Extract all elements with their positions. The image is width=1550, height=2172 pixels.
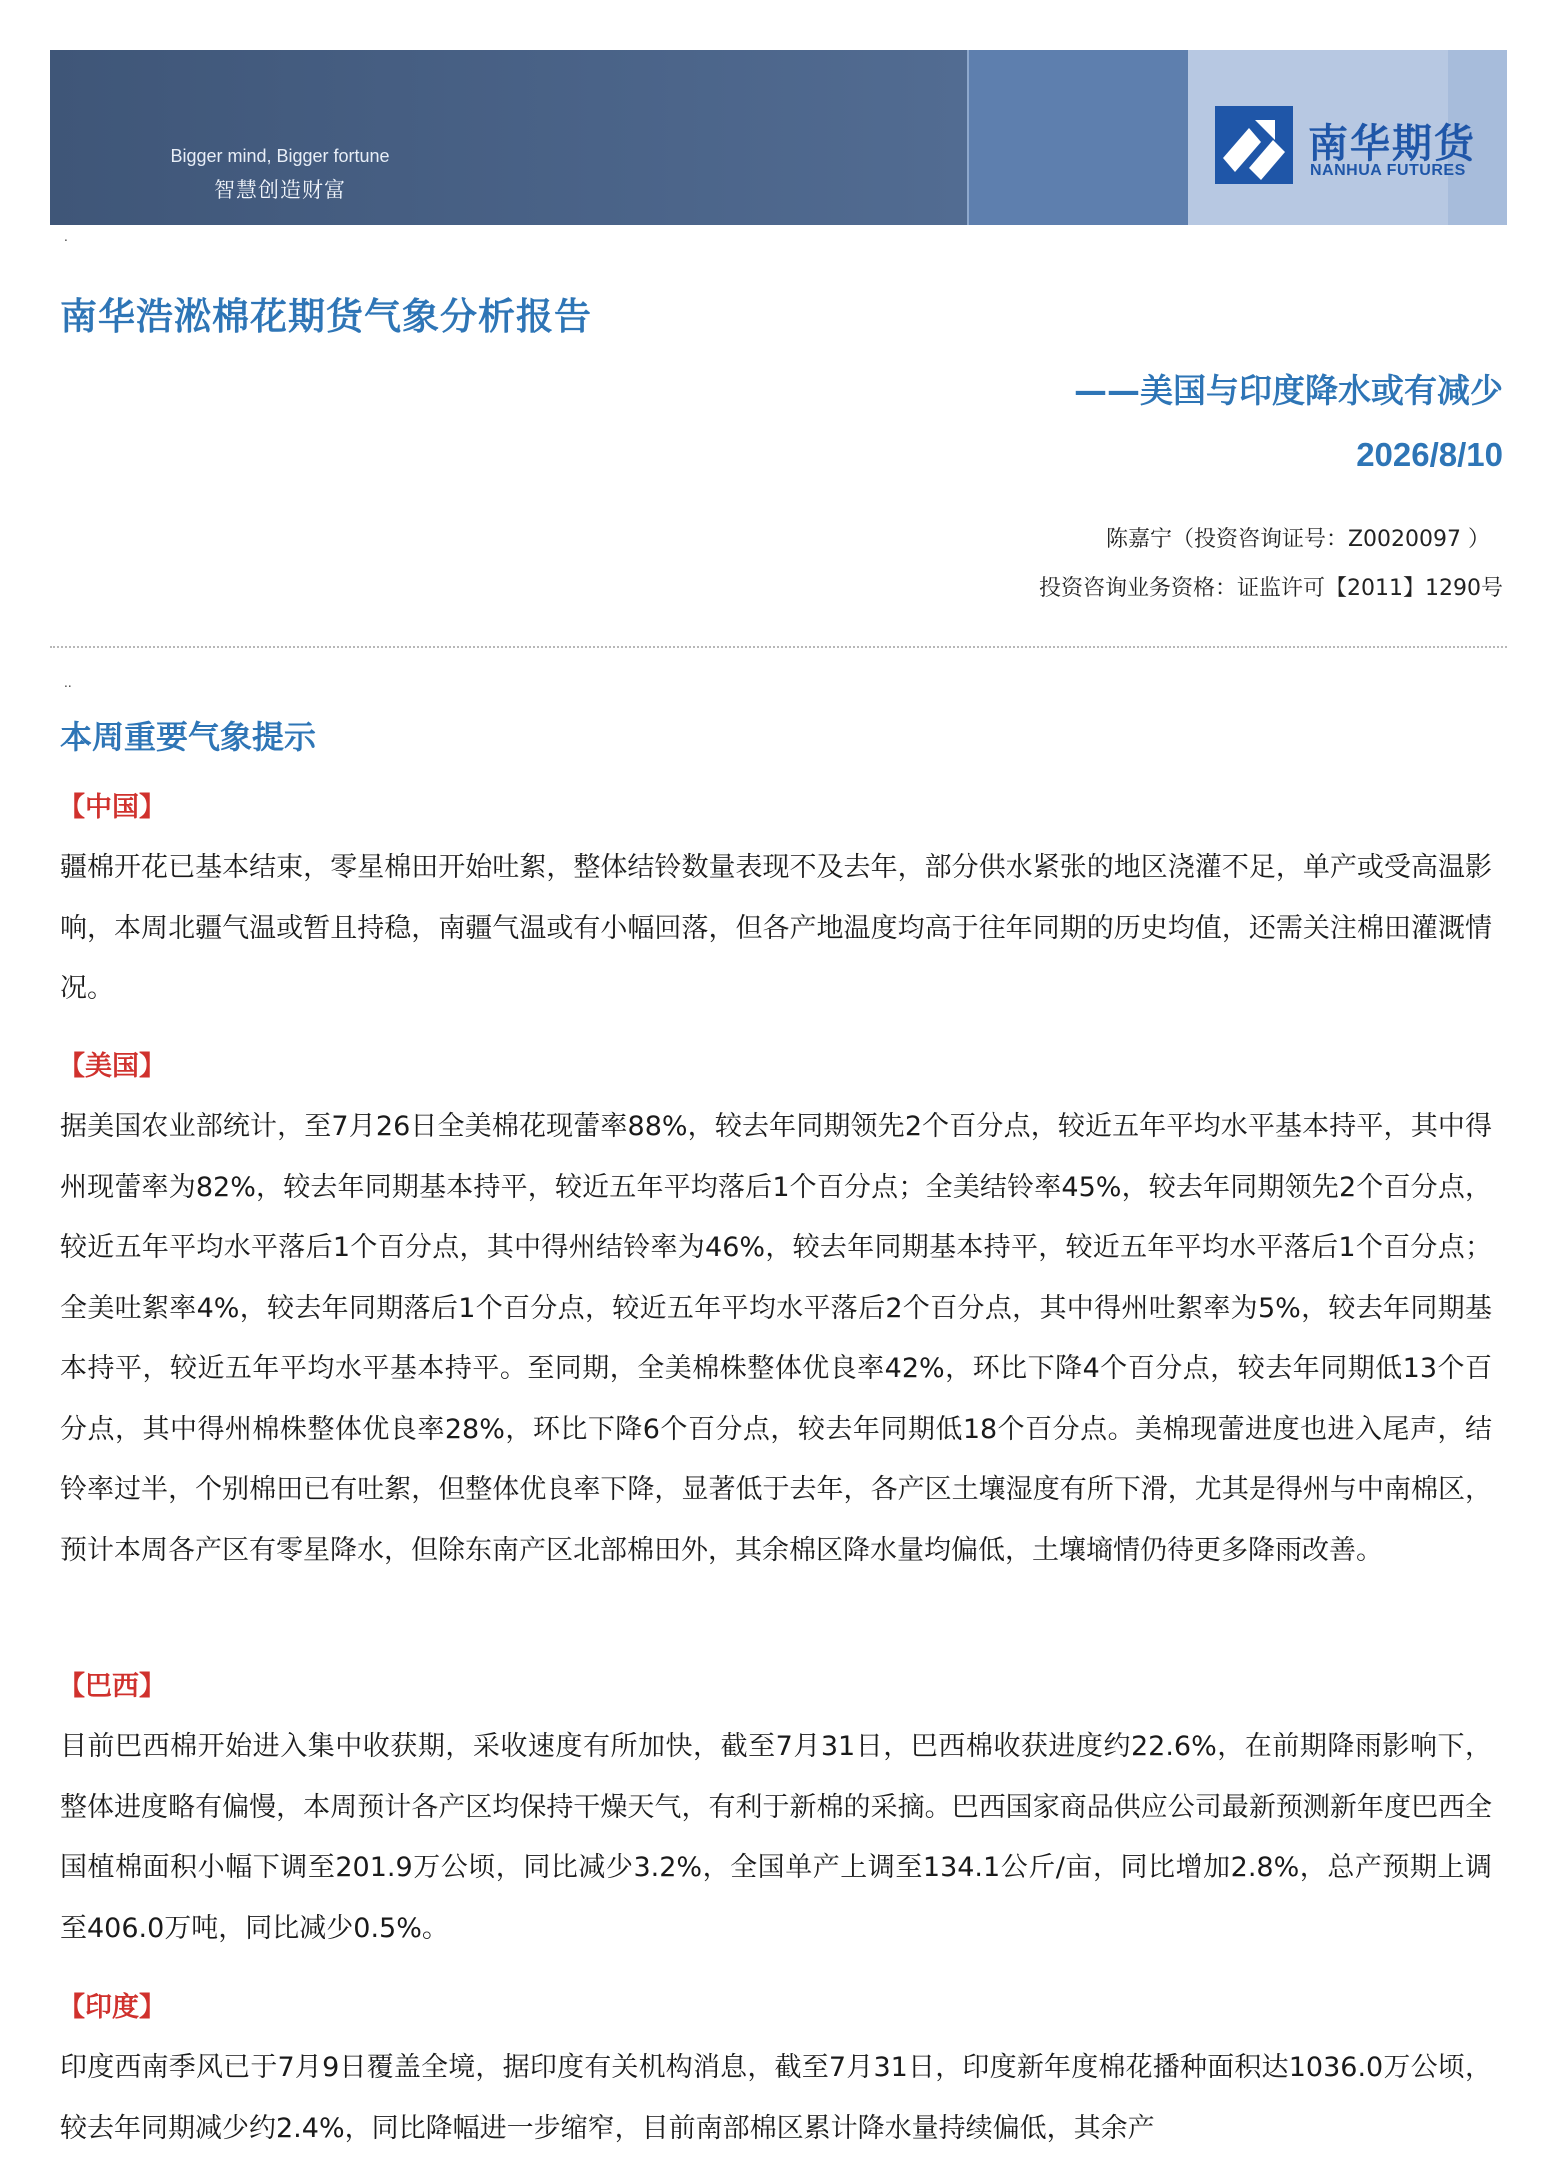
stray-mark: . [64, 230, 68, 244]
region-label-brazil: 【巴西】 [58, 1671, 166, 1702]
stray-mark: .. [64, 676, 72, 690]
logo-chinese-name: 南华期货 [1308, 121, 1476, 167]
banner-blue-band [969, 50, 1188, 225]
paragraph-china: 疆棉开花已基本结束，零星棉田开始吐絮，整体结铃数量表现不及去年，部分供水紧张的地区浇灌不足，单产或受高温影响，本周北疆气温或暂且持稳，南疆气温或有小幅回落，但各产地温度均高于往年同期的历史均值，还需关注棉田灌溉情况。 [60, 852, 1492, 1004]
region-label-china: 【中国】 [58, 792, 166, 823]
paragraph-brazil: 目前巴西棉开始进入集中收获期，采收速度有所加快，截至7月31日，巴西棉收获进度约22.6%，在前期降雨影响下，整体进度略有偏慢，本周预计各产区均保持干燥天气，有利于新棉的采摘。巴西国家商品供应公司最新预测新年度巴西全国植棉面积小幅下调至201.9万公顷，同比减少3.2%，全国单产上调至134.1公斤/亩，同比增加2.8%，总产预期上调至406.0万吨，同比减少0.5%。 [60, 1731, 1492, 1944]
section-heading: 本周重要气象提示 [60, 718, 317, 756]
section-divider [50, 646, 1507, 648]
logo-english-name: NANHUA FUTURES [1310, 162, 1466, 179]
report-subtitle: ——美国与印度降水或有减少 [1074, 371, 1503, 410]
header-banner [50, 50, 1507, 225]
region-label-usa: 【美国】 [58, 1051, 166, 1082]
license-line: 投资咨询业务资格：证监许可【2011】1290号 [1039, 576, 1503, 601]
report-title: 南华浩淞棉花期货气象分析报告 [60, 295, 592, 338]
report-date: 2026/8/10 [1356, 436, 1503, 473]
region-label-india: 【印度】 [58, 1992, 166, 2023]
author-line: 陈嘉宁（投资咨询证号：Z0020097 ） [1105, 527, 1490, 552]
slogan-chinese: 智慧创造财富 [214, 178, 346, 202]
slogan-english: Bigger mind, Bigger fortune [170, 146, 390, 166]
paragraph-india: 印度西南季风已于7月9日覆盖全境，据印度有关机构消息，截至7月31日，印度新年度棉花播种面积达1036.0万公顷，较去年同期减少约2.4%，同比降幅进一步缩窄，目前南部棉区累计降水量持续偏低，其余产 [60, 2052, 1492, 2144]
paragraph-usa: 据美国农业部统计，至7月26日全美棉花现蕾率88%，较去年同期领先2个百分点，较近五年平均水平基本持平，其中得州现蕾率为82%，较去年同期基本持平，较近五年平均落后1个百分点；全美结铃率45%，较去年同期领先2个百分点，较近五年平均水平落后1个百分点，其中得州结铃率为46%，较去年同期基本持平，较近五年平均水平落后1个百分点；全美吐絮率4%，较去年同期落后1个百分点，较近五年平均水平落后2个百分点，其中得州吐絮率为5%，较去年同期基本持平，较近五年平均水平基本持平。至同期，全美棉株整体优良率42%，环比下降4个百分点，较去年同期低13个百分点，其中得州棉株整体优良率28%，环比下降6个百分点，较去年同期低18个百分点。美棉现蕾进度也进入尾声，结铃率过半，个别棉田已有吐絮，但整体优良率下降，显著低于去年，各产区土壤湿度有所下滑，尤其是得州与中南棉区，预计本周各产区有零星降水，但除东南产区北部棉田外，其余棉区降水量均偏低，土壤墒情仍待更多降雨改善。 [60, 1111, 1492, 1566]
nanhua-logo-icon [1215, 106, 1293, 184]
